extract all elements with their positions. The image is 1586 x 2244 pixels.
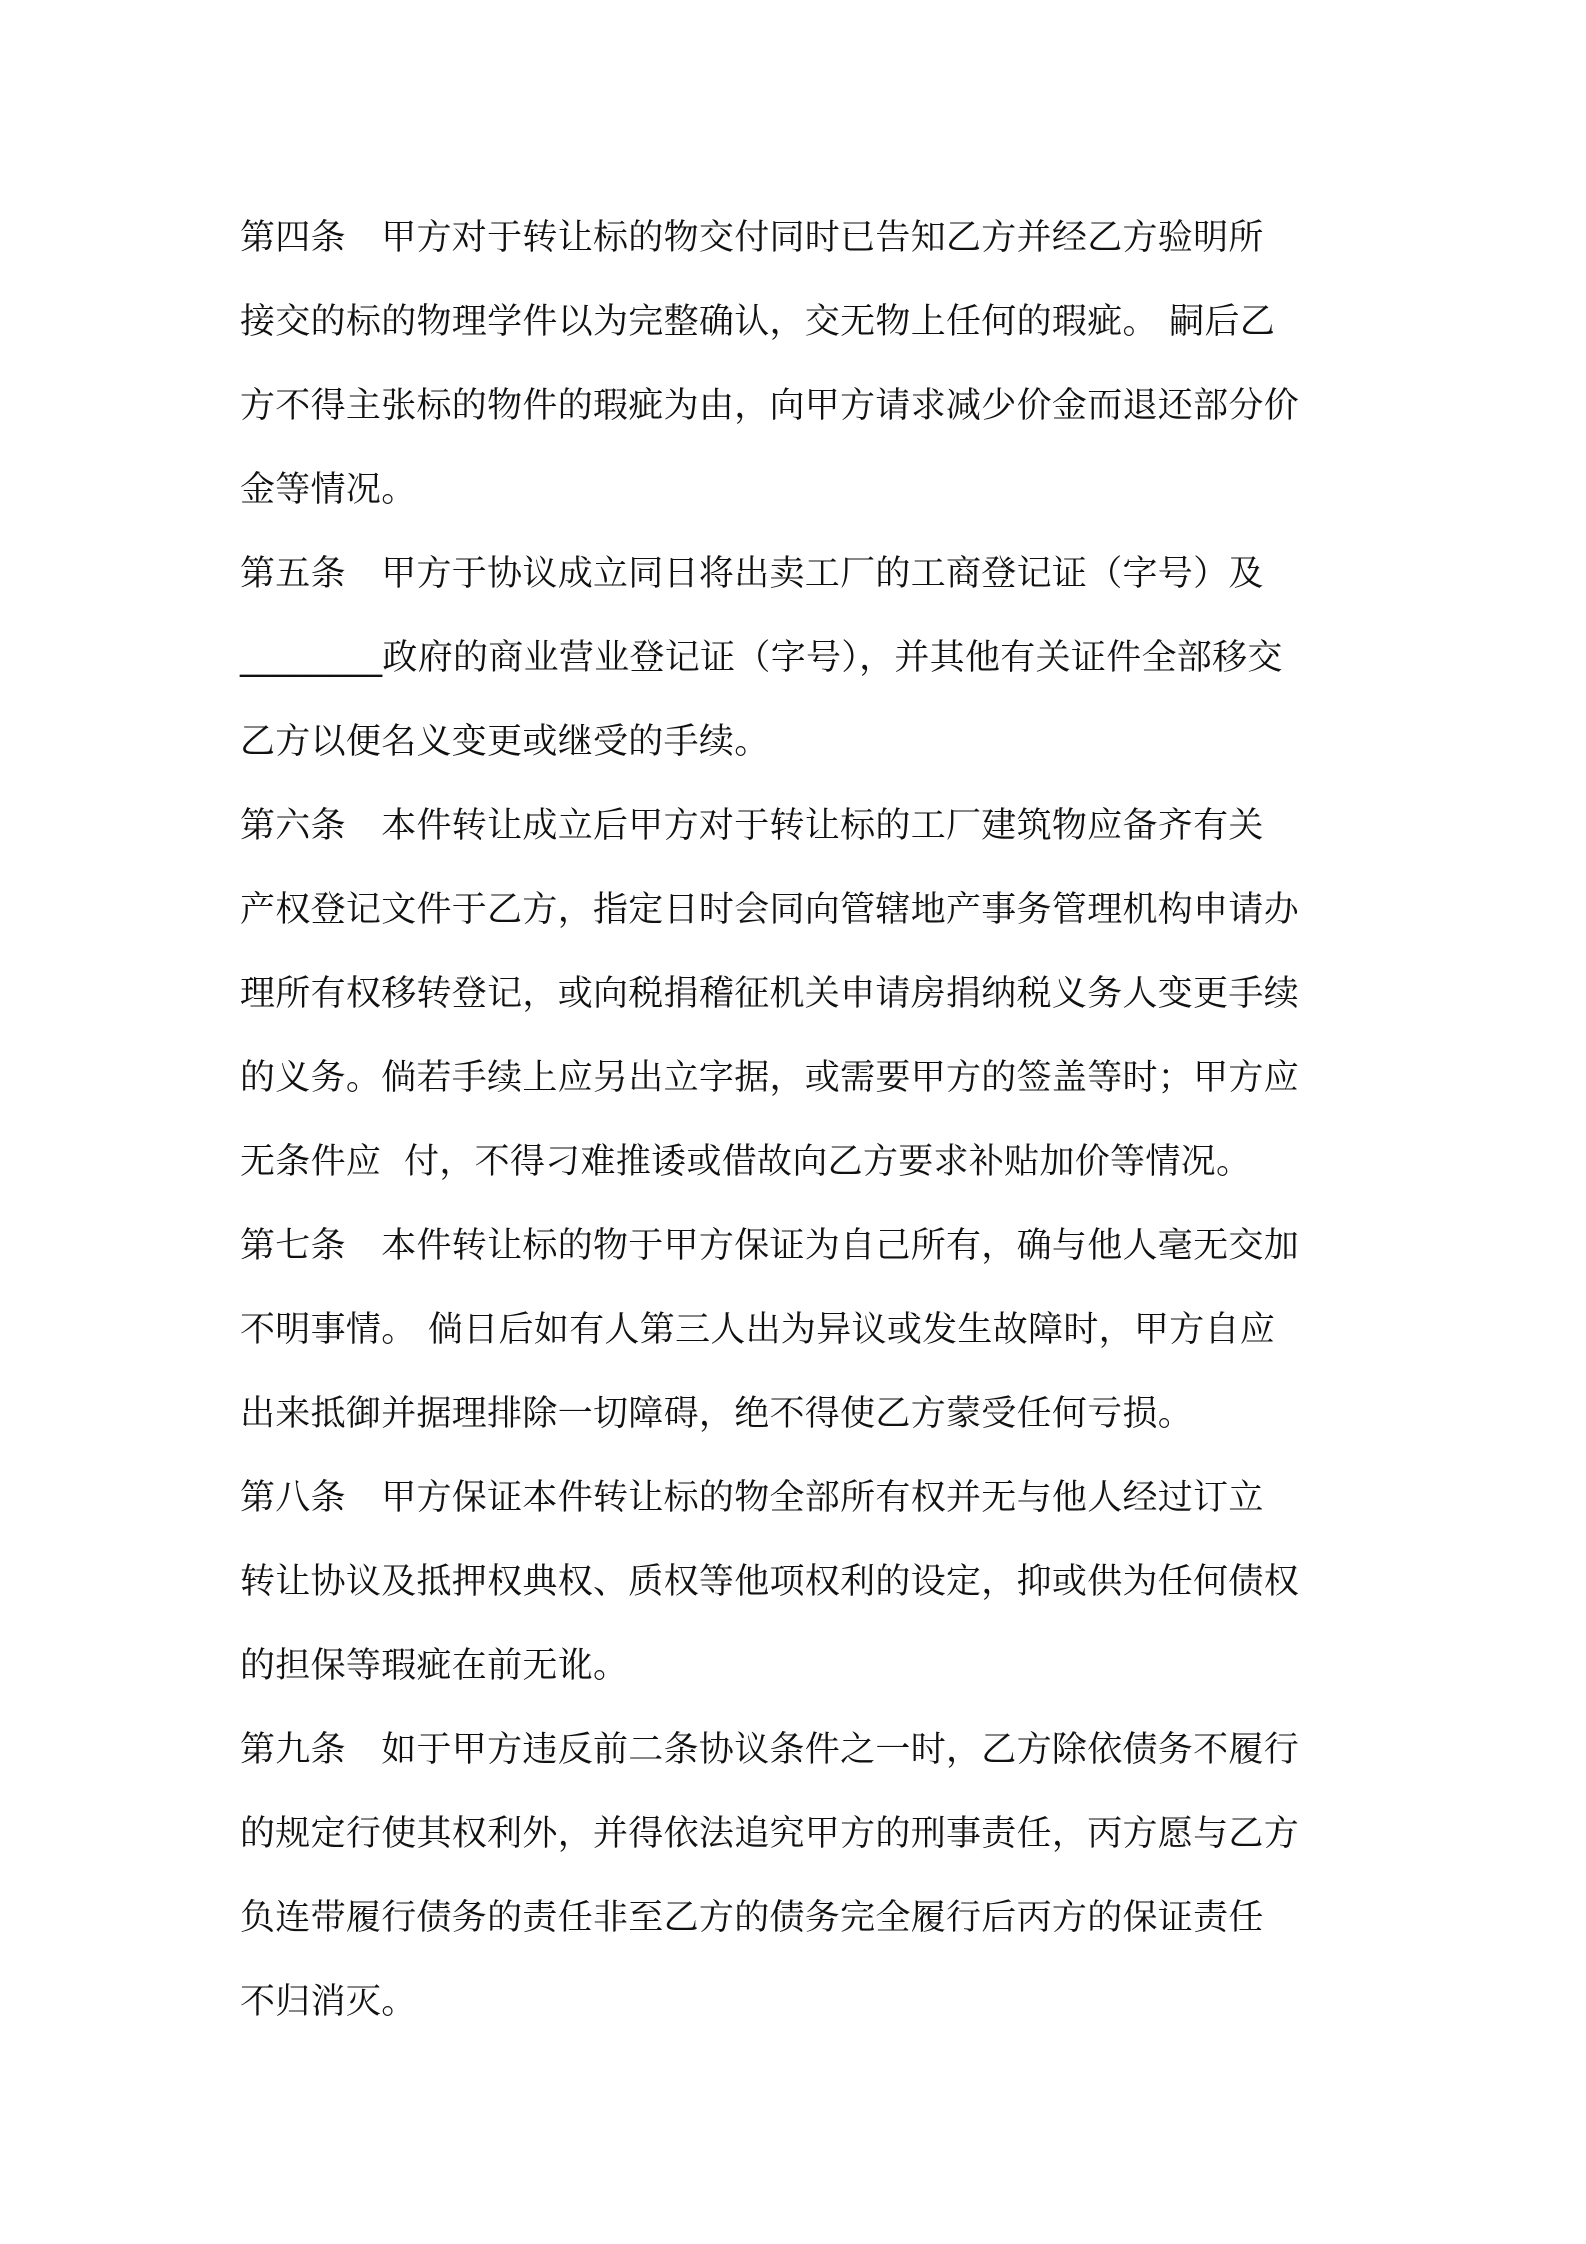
document-body <box>240 196 1360 2044</box>
text-line: 第五条 甲方于协议成立同日将出卖工厂的工商登记证（字号）及 <box>240 554 1264 594</box>
text-line: 第四条 甲方对于转让标的物交付同时已告知乙方并经乙方验明所 <box>240 218 1264 258</box>
text-line: 第七条 本件转让标的物于甲方保证为自己所有，确与他人毫无交加 <box>240 1226 1300 1266</box>
text-line: 的规定行使其权利外，并得依法追究甲方的刑事责任，丙方愿与乙方 <box>240 1814 1300 1854</box>
text-line: ________政府的商业营业登记证（字号），并其他有关证件全部移交 <box>240 638 1283 678</box>
text-line: 无条件应 付，不得刁难推诿或借故向乙方要求补贴加价等情况。 <box>240 1142 1252 1182</box>
text-line: 的担保等瑕疵在前无讹。 <box>240 1646 629 1686</box>
text-line: 第八条 甲方保证本件转让标的物全部所有权并无与他人经过订立 <box>240 1478 1264 1518</box>
text-line: 方不得主张标的物件的瑕疵为由，向甲方请求减少价金而退还部分价 <box>240 386 1300 426</box>
text-line: 产权登记文件于乙方，指定日时会同向管辖地产事务管理机构申请办 <box>240 890 1300 930</box>
text-line: 出来抵御并据理排除一切障碍，绝不得使乙方蒙受任何亏损。 <box>240 1394 1194 1434</box>
text-line: 乙方以便名义变更或继受的手续。 <box>240 722 770 762</box>
text-line: 金等情况。 <box>240 470 417 510</box>
text-line: 负连带履行债务的责任非至乙方的债务完全履行后丙方的保证责任 <box>240 1898 1264 1938</box>
text-line: 不明事情。 倘日后如有人第三人出为异议或发生故障时，甲方自应 <box>240 1310 1276 1350</box>
text-line: 不归消灭。 <box>240 1982 417 2022</box>
text-line: 第六条 本件转让成立后甲方对于转让标的工厂建筑物应备齐有关 <box>240 806 1264 846</box>
text-line: 转让协议及抵押权典权、质权等他项权利的设定，抑或供为任何债权 <box>240 1562 1300 1602</box>
text-line: 接交的标的物理学件以为完整确认，交无物上任何的瑕疵。 嗣后乙 <box>240 302 1276 342</box>
text-line: 理所有权移转登记，或向税捐稽征机关申请房捐纳税义务人变更手续 <box>240 974 1300 1014</box>
text-line: 第九条 如于甲方违反前二条协议条件之一时，乙方除依债务不履行 <box>240 1730 1300 1770</box>
text-line: 的义务。倘若手续上应另出立字据，或需要甲方的签盖等时；甲方应 <box>240 1058 1300 1098</box>
